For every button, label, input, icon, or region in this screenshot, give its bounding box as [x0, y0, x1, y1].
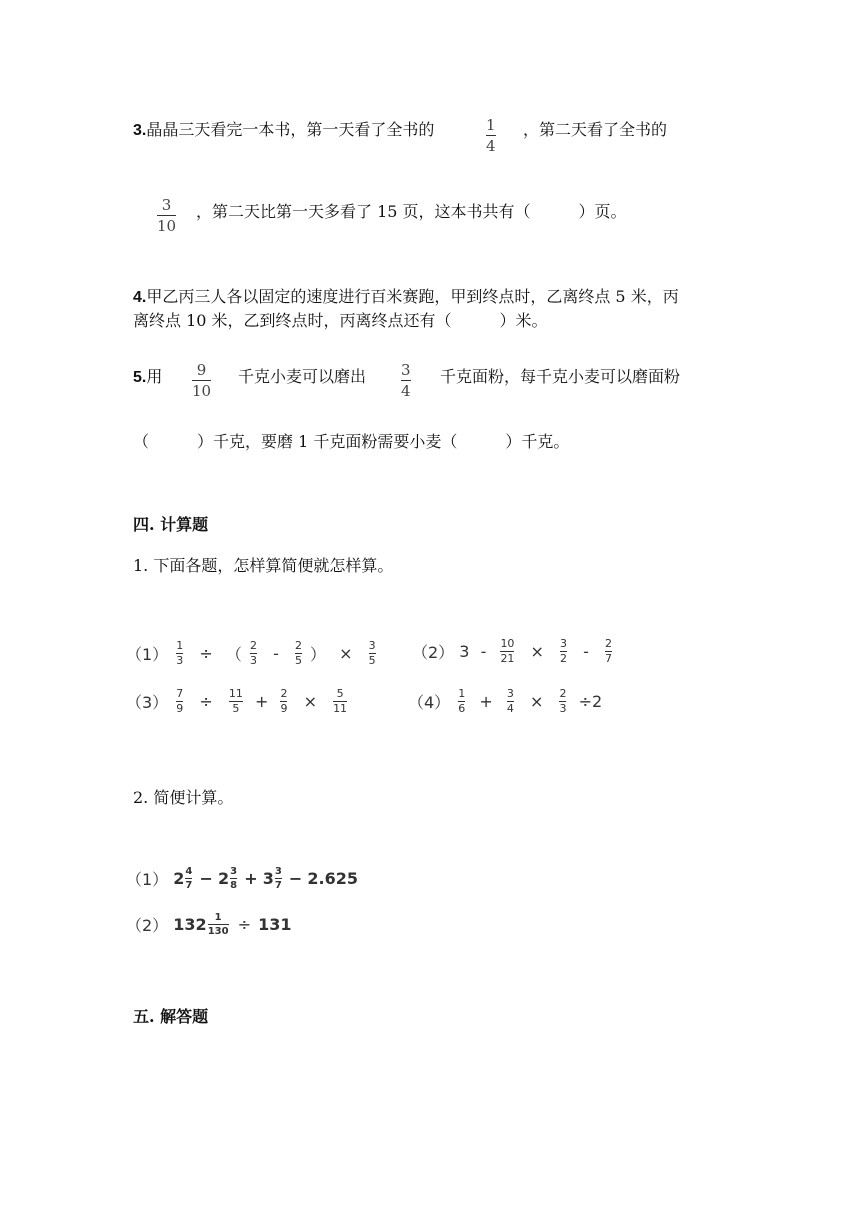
fraction: $\frac{3}{4}$	[506, 687, 514, 715]
fraction: $\frac{5}{11}$	[333, 687, 348, 715]
problem-label: （2）	[126, 916, 169, 935]
q3-number: 3.	[133, 122, 147, 139]
operator-divide: ÷	[237, 915, 252, 934]
problem-label: （4）	[408, 693, 451, 712]
fraction: $\frac{2}{3}$	[559, 687, 567, 715]
operator-divide: ÷	[199, 692, 213, 711]
problem-label: （1）	[126, 870, 169, 889]
q5-text-a: 用	[146, 367, 163, 386]
operator-divide: ÷	[199, 644, 213, 663]
problem-label: （1）	[126, 645, 169, 664]
fraction: $\frac{7}{9}$	[176, 687, 184, 715]
q3-text-b: ，第二天看了全书的	[523, 120, 668, 139]
fraction-bar	[192, 380, 211, 381]
q3-line2: ，第二天比第一天多看了 15 页，这本书共有（ ）页。	[196, 202, 627, 221]
q5-frac2-den: 4	[401, 382, 411, 400]
divisor-number: 131	[258, 915, 292, 934]
section4-title: 四. 计算题	[133, 515, 209, 534]
q3-frac2-num: 3	[161, 196, 172, 214]
operator-times: ×	[303, 692, 317, 711]
mixed-number: 3 3 7	[262, 866, 282, 891]
section5-title: 五. 解答题	[133, 1007, 209, 1026]
q3-frac1-den: 4	[486, 137, 496, 155]
whole-number: 3	[459, 642, 470, 661]
q5-fraction-three-quarters	[401, 361, 411, 400]
q4-line2: 离终点 10 米，乙到终点时，丙离终点还有（ ）米。	[133, 311, 548, 330]
fraction: $\frac{1}{3}$	[176, 639, 184, 667]
fraction: $\frac{2}{5}$	[294, 639, 302, 667]
operator-minus: -	[583, 642, 589, 661]
q3-fraction-three-tenths	[157, 196, 176, 235]
left-paren: （	[225, 645, 242, 664]
calc-problem-3	[126, 688, 350, 715]
calc-problem-1	[126, 640, 379, 667]
simplify-problem-1	[126, 866, 358, 891]
fraction: $\frac{3}{5}$	[368, 639, 376, 667]
section4-q2-title: 2. 简便计算。	[133, 788, 234, 807]
q5-line2: （ ）千克，要磨 1 千克面粉需要小麦（ ）千克。	[133, 432, 570, 451]
operator-minus: −	[288, 869, 303, 888]
q4-text-1: 甲乙丙三人各以固定的速度进行百米赛跑，甲到终点时，乙离终点 5 米，丙	[146, 287, 679, 306]
operator-plus: +	[479, 692, 493, 711]
mixed-number: 132 1 130	[173, 912, 229, 937]
section4-q1-title: 1. 下面各题，怎样算简便就怎样算。	[133, 556, 394, 575]
operator-plus: +	[254, 692, 269, 711]
q5-number: 5.	[133, 369, 147, 386]
q5-text-b: 千克小麦可以磨出	[238, 367, 367, 386]
q5-fraction-nine-tenths	[192, 361, 211, 400]
q5-text-c: 千克面粉，每千克小麦可以磨面粉	[440, 367, 681, 386]
q5-frac2-num: 3	[401, 361, 411, 379]
calc-problem-4	[408, 688, 606, 715]
fraction: $\frac{2}{9}$	[280, 687, 288, 715]
mixed-number: 2 3 8	[217, 866, 238, 891]
fraction: $\frac{2}{3}$	[249, 639, 257, 667]
operator-divide-two: ÷2	[578, 692, 603, 711]
fraction: $\frac{10}{21}$	[500, 637, 515, 665]
q3-line1	[133, 120, 434, 141]
q5-frac1-num: 9	[196, 361, 207, 379]
q3-fraction-one-quarter	[486, 116, 496, 155]
operator-minus: -	[273, 644, 279, 663]
decimal-number: 2.625	[307, 869, 358, 888]
fraction: $\frac{1}{6}$	[458, 687, 466, 715]
operator-plus: +	[244, 869, 258, 888]
calc-problem-2	[412, 638, 615, 665]
q5-line1	[133, 367, 162, 388]
q3-text-a: 晶晶三天看完一本书，第一天看了全书的	[146, 120, 435, 139]
fraction-bar	[157, 215, 176, 216]
operator-times: ×	[530, 642, 544, 661]
mixed-number: 2 4 7	[173, 866, 193, 891]
simplify-problem-2	[126, 912, 292, 937]
q3-frac2-den: 10	[157, 217, 177, 235]
problem-label: （3）	[126, 693, 169, 712]
operator-times: ×	[339, 644, 353, 663]
right-paren: ）	[310, 645, 327, 664]
q3-frac1-num: 1	[486, 116, 496, 134]
operator-minus: -	[480, 642, 487, 661]
fraction: $\frac{11}{5}$	[228, 687, 243, 715]
fraction: $\frac{2}{7}$	[605, 637, 612, 665]
operator-times: ×	[529, 692, 544, 711]
q5-frac1-den: 10	[192, 382, 212, 400]
fraction-bar	[401, 380, 411, 381]
fraction-bar	[486, 135, 496, 136]
q4-number: 4.	[133, 289, 147, 306]
fraction: $\frac{3}{2}$	[560, 637, 568, 665]
problem-label: （2）	[412, 643, 455, 662]
q4-line1	[133, 287, 679, 308]
operator-minus: −	[199, 869, 213, 888]
